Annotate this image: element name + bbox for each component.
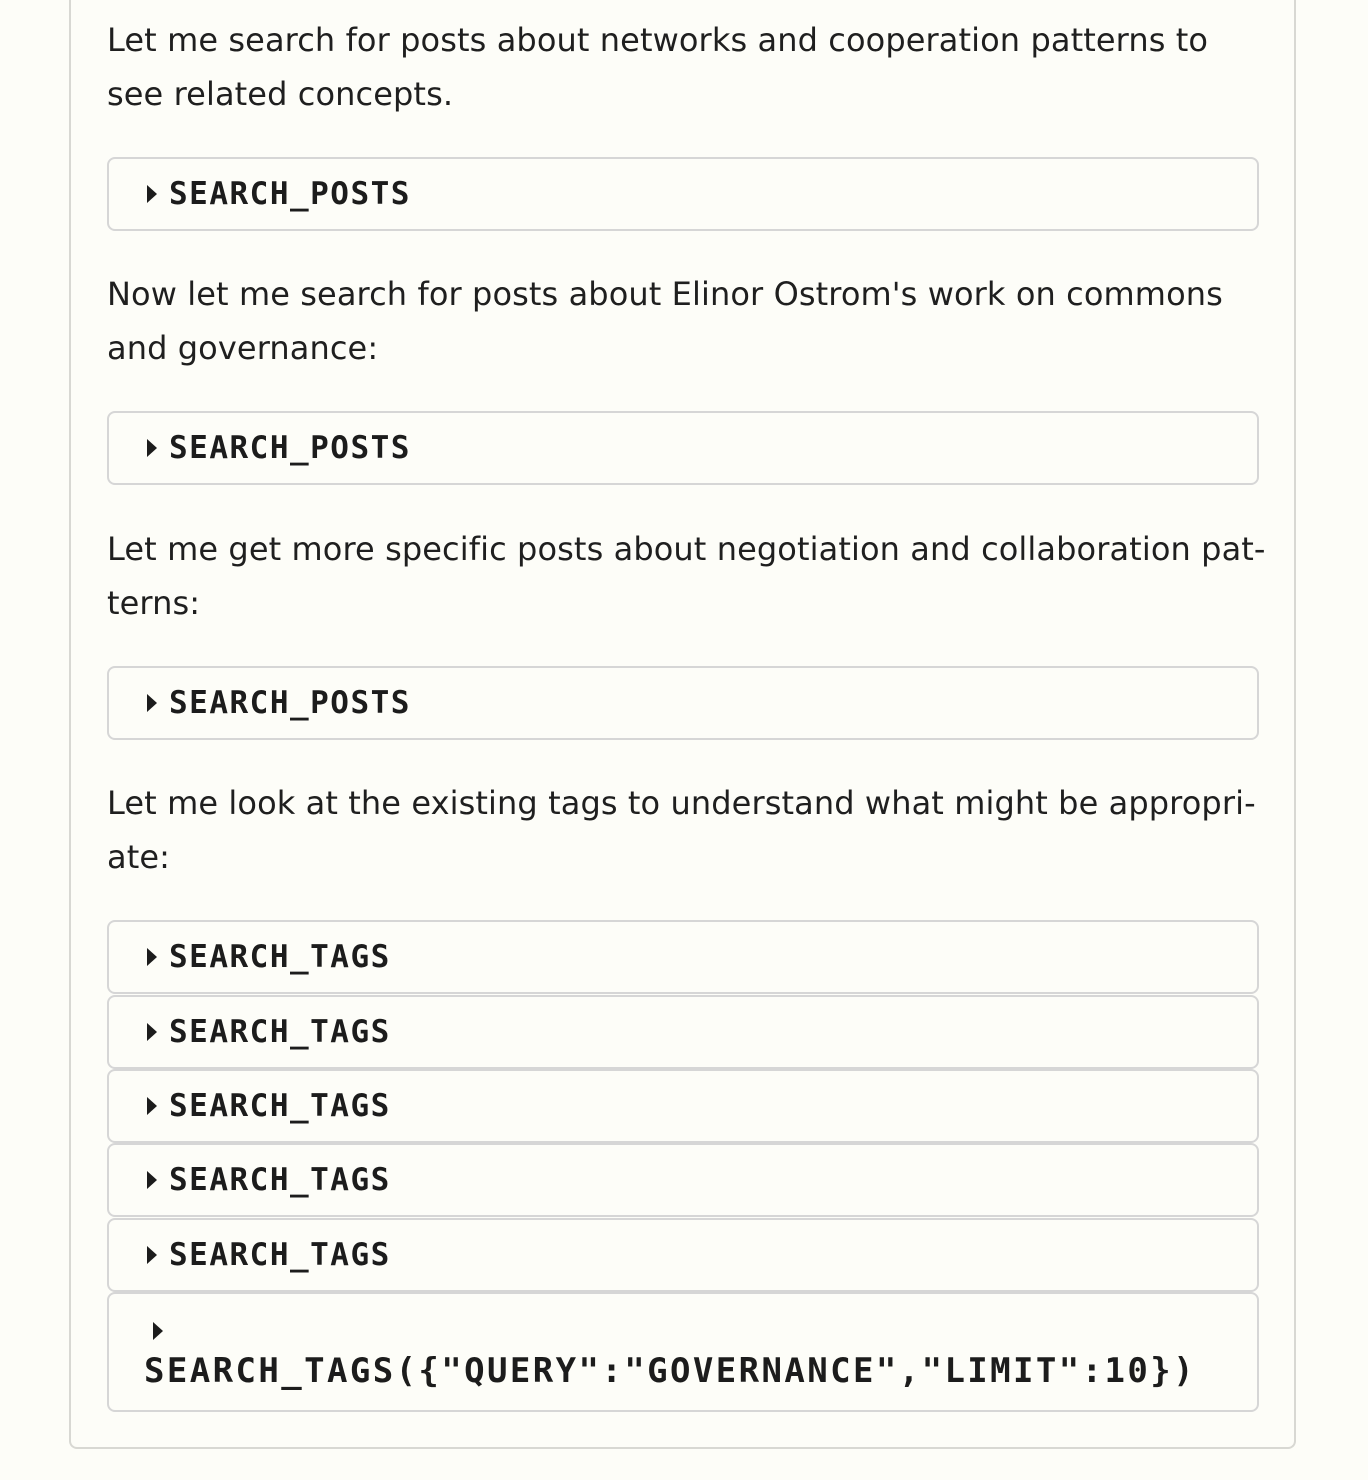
message-line: ate: [107, 837, 171, 876]
tool-call-label: SEARCH_TAGS({"QUERY":"GOVERNANCE","LIMIT":10}) [144, 1351, 1197, 1391]
tool-call-search-tags[interactable] [107, 920, 1259, 994]
caret-right-icon [147, 439, 157, 457]
tool-call-label: SEARCH_TAGS [169, 939, 391, 975]
tool-call-label: SEARCH_TAGS [169, 1162, 391, 1198]
tool-call-label: SEARCH_TAGS [169, 1014, 391, 1050]
caret-right-icon [147, 185, 157, 203]
message-line: terns: [107, 583, 201, 622]
message-line: Let me get more specific posts about negotiation and collaboration pat- [107, 530, 1266, 568]
assistant-message-networks [107, 14, 1267, 121]
caret-right-icon [147, 694, 157, 712]
tool-call-label: SEARCH_POSTS [169, 176, 411, 212]
message-line: and governance: [107, 328, 379, 367]
caret-right-icon [147, 1246, 157, 1264]
caret-right-icon [147, 1097, 157, 1115]
message-line: Now let me search for posts about Elinor Ostrom's work on commons [107, 275, 1223, 313]
tool-call-search-posts[interactable] [107, 411, 1259, 485]
caret-right-icon [153, 1322, 163, 1340]
tool-call-label: SEARCH_POSTS [169, 685, 411, 721]
tool-call-label: SEARCH_POSTS [169, 430, 411, 466]
tool-call-label: SEARCH_TAGS [169, 1237, 391, 1273]
tool-call-search-tags[interactable] [107, 995, 1259, 1069]
tool-call-search-posts[interactable] [107, 157, 1259, 231]
tool-call-search-tags[interactable] [107, 1218, 1259, 1292]
caret-right-icon [147, 1171, 157, 1189]
tool-call-search-tags[interactable] [107, 1143, 1259, 1217]
message-line: Let me search for posts about networks and cooperation patterns to [107, 21, 1209, 59]
message-line: see related concepts. [107, 74, 454, 113]
tool-call-search-tags-governance[interactable] [107, 1292, 1259, 1412]
tool-call-search-posts[interactable] [107, 666, 1259, 740]
caret-right-icon [147, 1023, 157, 1041]
caret-right-icon [147, 948, 157, 966]
tool-call-label: SEARCH_TAGS [169, 1088, 391, 1124]
assistant-message-tags [107, 777, 1267, 884]
message-line: Let me look at the existing tags to understand what might be appropri- [107, 784, 1256, 822]
tool-call-search-tags[interactable] [107, 1069, 1259, 1143]
assistant-message-negotiation [107, 523, 1267, 630]
assistant-message-ostrom [107, 268, 1267, 375]
